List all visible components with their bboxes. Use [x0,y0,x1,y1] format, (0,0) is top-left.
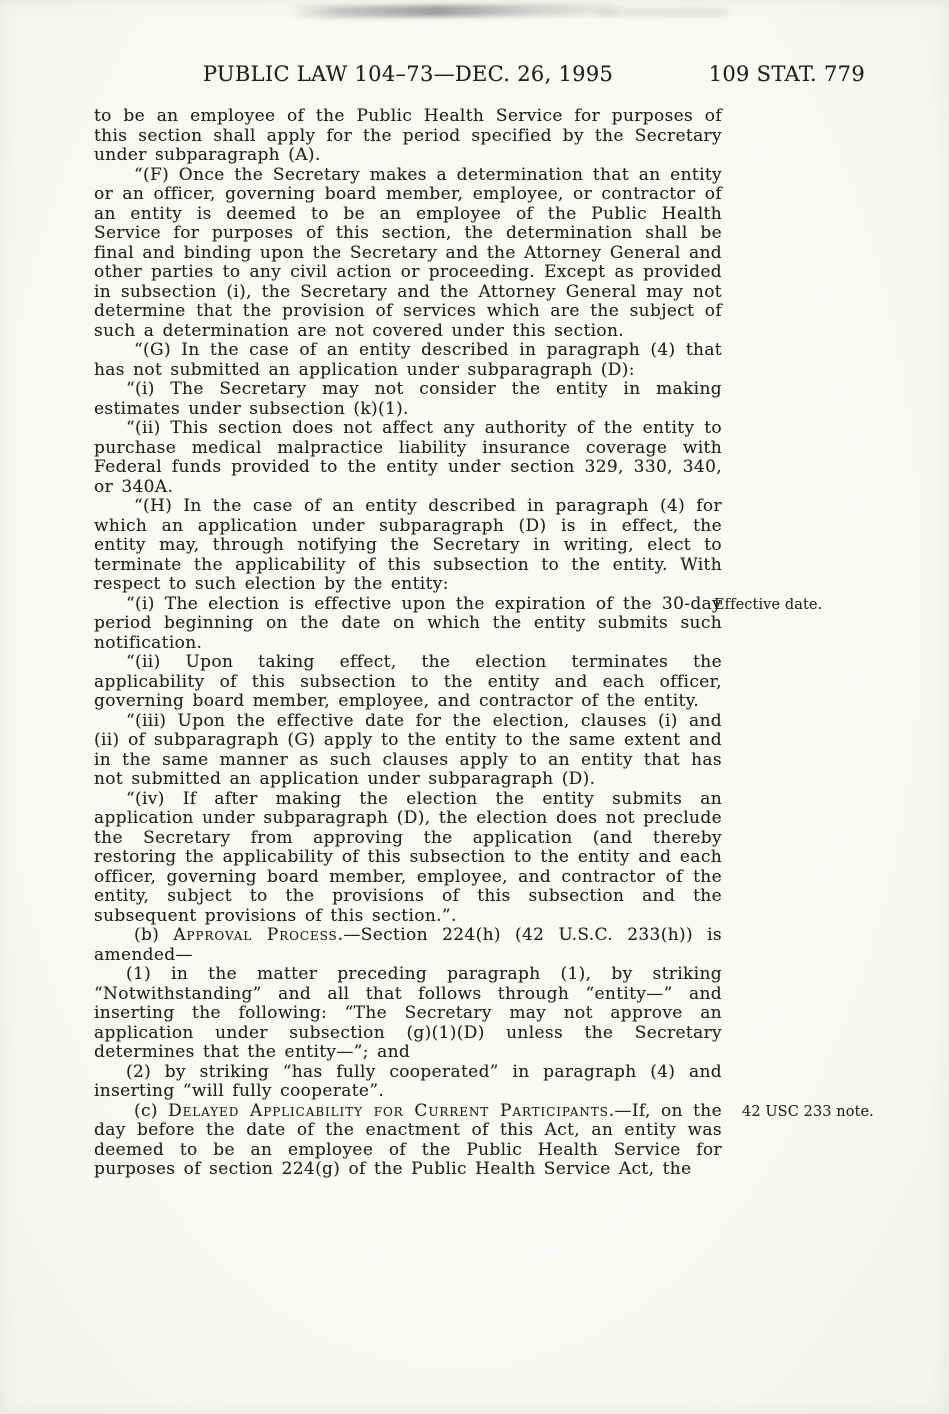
statute-body [94,106,874,1180]
clause-G-i: “(i) The Secretary may not consider the entity in making estimates under subsection (k)(1). [94,379,722,419]
clause-H-ii: “(ii) Upon taking effect, the election terminates the applicability of this subsection to the entity and each officer, governing board member, employee, and contractor of the entity. [94,652,722,711]
clause-H-iii: “(iii) Upon the effective date for the election, clauses (i) and (ii) of subparagraph (G) apply to the entity to the same extent and in the same manner as such clauses apply to an entity that has not submitted an application under subparagraph (D). [94,710,722,789]
scan-smudge-artifact [288,4,618,18]
page-header-stat-number: 109 STAT. 779 [708,62,865,86]
subsection-c-delayed-applicability [94,1100,874,1180]
scan-smudge-artifact-faint [598,9,728,16]
paragraph-continuation: to be an employee of the Public Health Service for purposes of this section shall apply for the period specified by the Secretary under subparagraph (A). [94,106,722,165]
subsection-c-heading: Delayed Applicability for Current Participants [168,1100,609,1121]
subparagraph-G: “(G) In the case of an entity described in paragraph (4) that has not submitted an application under subparagraph (D): [94,340,722,380]
clause-H-i-text: “(i) The election is effective upon the expiration of the 30-day period beginning on the date on which the entity submits such notification. [94,593,722,653]
subsection-b-approval-process [94,926,722,965]
margin-note-42-usc-233: 42 USC 233 note. [742,1103,874,1120]
subsection-b-text: .—Section 224(h) (42 U.S.C. 233(h)) is amended— [94,925,722,965]
clause-H-i [94,593,823,654]
subsection-b-designator: (b) [134,925,174,945]
subparagraph-H: “(H) In the case of an entity described in paragraph (4) for which an application under subparagraph (D) is in effect, the entity may, through notifying the Secretary in writing, elect to terminate the applicability of this subsection to the entity. With respect to such election by the entity: [94,496,722,594]
subsection-b-heading: Approval Process [173,925,338,945]
margin-note-effective-date: Effective date. [714,596,823,613]
clause-G-ii: “(ii) This section does not affect any authority of the entity to purchase medical malpractice liability insurance coverage with Federal funds provided to the entity under section 329, 330, 340, or 340A. [94,418,722,497]
clause-b-1: (1) in the matter preceding paragraph (1), by striking “Notwithstanding” and all that follows through “entity—” and inserting the following: “The Secretary may not approve an application under subsection (g)(1)(D) unless the Secretary determines that the entity—”; and [94,964,722,1062]
subparagraph-F: “(F) Once the Secretary makes a determination that an entity or an officer, governing board member, employee, or contractor of an entity is deemed to be an employee of the Public Health Service for purposes of this section, the determination shall be final and binding upon the Secretary and the Attorney General and other parties to any civil action or proceeding. Except as provided in subsection (i), the Secretary and the Attorney General may not determine that the provision of services which are the subject of such a determination are not covered under this section. [94,164,722,341]
subsection-c-text: .—If, on the day before the date of the enactment of this Act, an entity was deemed to be an employee of the Public Health Service for purposes of section 224(g) of the Public Health Service Act, the [94,1100,722,1179]
clause-H-iv: “(iv) If after making the election the entity submits an application under subparagraph (D), the election does not preclude the Secretary from approving the application (and thereby restoring the applicability of this subsection to the entity and each officer, governing board member, employee, and contractor of the entity, subject to the provisions of this subsection and the subsequent provisions of this section.”. [94,788,722,926]
subsection-c-designator: (c) [134,1100,169,1121]
clause-b-2: (2) by striking “has fully cooperated” in paragraph (4) and inserting “will fully cooperate”. [94,1061,722,1101]
page-header-law-title: PUBLIC LAW 104–73—DEC. 26, 1995 [202,62,614,86]
